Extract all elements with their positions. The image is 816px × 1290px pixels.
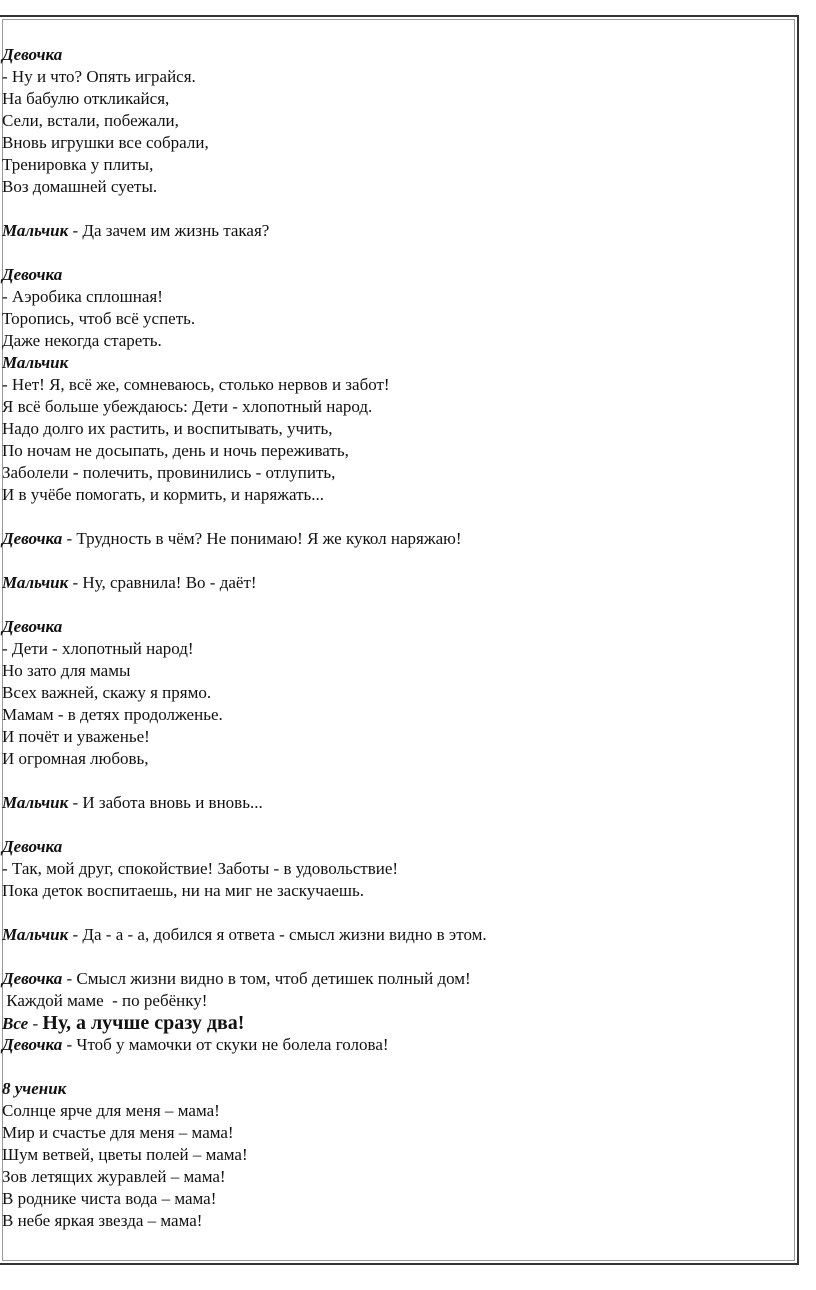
document-text (2, 44, 792, 1232)
speaker-girl: Девочка (2, 45, 63, 64)
dash: - (62, 1035, 77, 1054)
text-line: Солнце ярче для меня – мама! (2, 1101, 220, 1120)
text-line: Торопись, чтоб всё успеть. (2, 309, 196, 328)
line-text: Да зачем им жизнь такая? (82, 221, 270, 240)
line-text: Смысл жизни видно в том, чтоб детишек полный дом! (76, 969, 471, 988)
text-line: Шум ветвей, цветы полей – мама! (2, 1145, 248, 1164)
speaker-all: Все (2, 1014, 29, 1033)
line-text: Да - а - а, добился я ответа - смысл жизни видно в этом. (82, 925, 487, 944)
line-text: Чтоб у мамочки от скуки не болела голова! (76, 1035, 389, 1054)
speaker-boy: Мальчик (2, 353, 69, 372)
text-line: Заболели - полечить, провинились - отлупить, (2, 463, 336, 482)
text-line: Зов летящих журавлей – мама! (2, 1167, 226, 1186)
text-line: Надо долго их растить, и воспитывать, учить, (2, 419, 333, 438)
text-line: В роднике чиста вода – мама! (2, 1189, 217, 1208)
speaker-girl: Девочка (2, 1035, 63, 1054)
speaker-girl: Девочка (2, 529, 63, 548)
dialogue-line (2, 792, 792, 814)
dash: - (68, 573, 83, 592)
text-line: Воз домашней суеты. (2, 177, 158, 196)
speaker-boy: Мальчик (2, 793, 69, 812)
dash: - (68, 221, 83, 240)
line-text: И забота вновь и вновь... (82, 793, 263, 812)
text-line: Пока деток воспитаешь, ни на миг не заскучаешь. (2, 881, 364, 900)
speaker-girl: Девочка (2, 837, 63, 856)
text-line: И в учёбе помогать, и кормить, и наряжать... (2, 485, 325, 504)
dialogue-line (2, 968, 792, 990)
dialogue-line (2, 572, 792, 594)
dash: - (62, 969, 77, 988)
text-line: - Так, мой друг, спокойствие! Заботы - в удовольствие! (2, 859, 399, 878)
text-line: И огромная любовь, (2, 749, 149, 768)
dialogue-line (2, 1034, 792, 1056)
text-line: Тренировка у плиты, (2, 155, 154, 174)
speaker-girl: Девочка (2, 265, 63, 284)
line-text: Трудность в чём? Не понимаю! Я же кукол наряжаю! (76, 529, 462, 548)
text-line: Мир и счастье для меня – мама! (2, 1123, 234, 1142)
dash: - (28, 1014, 43, 1033)
text-line: - Ну и что? Опять играйся. (2, 67, 196, 86)
speaker-boy: Мальчик (2, 573, 69, 592)
dash: - (68, 793, 83, 812)
speaker-student-8: 8 ученик (2, 1079, 67, 1098)
speaker-boy: Мальчик (2, 221, 69, 240)
dialogue-line (2, 1012, 792, 1034)
text-line: - Аэробика сплошная! (2, 287, 163, 306)
line-text: Ну, сравнила! Во - даёт! (82, 573, 257, 592)
text-line: Я всё больше убеждаюсь: Дети - хлопотный народ. (2, 397, 373, 416)
text-line: Каждой маме - по ребёнку! (2, 991, 208, 1010)
dash: - (68, 925, 83, 944)
speaker-girl: Девочка (2, 969, 63, 988)
text-line: Даже некогда стареть. (2, 331, 162, 350)
dialogue-line (2, 924, 792, 946)
text-line: По ночам не досыпать, день и ночь переживать, (2, 441, 349, 460)
text-line: В небе яркая звезда – мама! (2, 1211, 203, 1230)
text-line: Но зато для мамы (2, 661, 131, 680)
text-line: Всех важней, скажу я прямо. (2, 683, 212, 702)
dash: - (62, 529, 77, 548)
text-line: Вновь игрушки все собрали, (2, 133, 209, 152)
dialogue-line (2, 528, 792, 550)
line-text: Ну, а лучше сразу два! (42, 1012, 245, 1034)
speaker-girl: Девочка (2, 617, 63, 636)
text-line: Мамам - в детях продолженье. (2, 705, 223, 724)
text-line: Сели, встали, побежали, (2, 111, 179, 130)
text-line: - Нет! Я, всё же, сомневаюсь, столько нервов и забот! (2, 375, 390, 394)
dialogue-line (2, 220, 792, 242)
text-line: - Дети - хлопотный народ! (2, 639, 194, 658)
text-line: На бабулю откликайся, (2, 89, 170, 108)
speaker-boy: Мальчик (2, 925, 69, 944)
text-line: И почёт и уваженье! (2, 727, 150, 746)
